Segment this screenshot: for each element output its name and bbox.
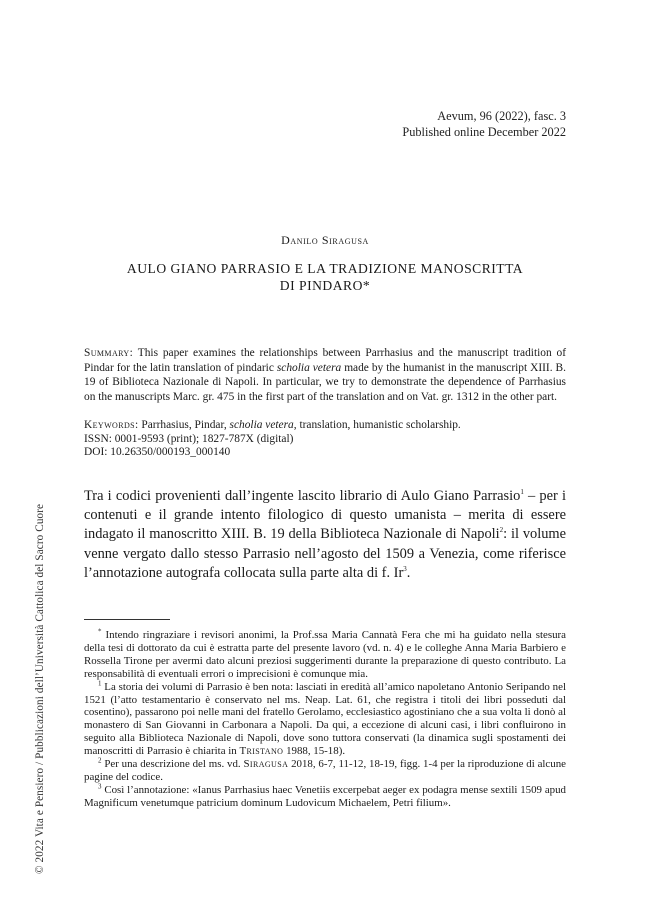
keywords-label: Keywords:	[84, 419, 139, 431]
footnote-ref-1[interactable]: 1	[520, 488, 524, 497]
footnote-ref-3[interactable]: 3	[403, 565, 407, 574]
keywords-text-b: , translation, humanistic scholarship.	[293, 419, 461, 431]
title-line-2: DI PINDARO*	[279, 278, 371, 293]
author-name: Danilo Siragusa	[281, 233, 369, 247]
footnote-divider	[84, 619, 170, 620]
footnote-1-text-a: La storia dei volumi di Parrasio è ben nota: lasciati in eredità all’amico napoletano Antonio Seripando nel 1521 (l’atto testamentario è conservato nel ms. Neap. Lat. 61, che registra i titoli dei libri posseduti dal cosentino), passarono poi nelle mani del fratello Gerolamo, ecclesiastico agostiniano che a sua volta li donò al monastero di San Giovanni in Carbonara a Napoli. Da qui, a eccezione di alcuni casi, i libri confluirono in seguito alla Biblioteca Nazionale di Napoli, dove sono tuttora conservati (la dinamica sugli spostamenti dei manoscritti di Parrasio è chiarita in	[84, 680, 566, 758]
article-title	[80, 260, 570, 294]
abstract-label: Summary:	[84, 347, 134, 359]
footnote-1-text-b: 1988, 15-18).	[283, 745, 346, 758]
footnote-2-author: Siragusa	[243, 758, 289, 771]
copyright-sidebar: © 2022 Vita e Pensiero / Pubblicazioni dell’Università Cattolica del Sacro Cuore	[34, 503, 46, 874]
abstract-text-b: made by the humanist in the manuscript XIII. B. 19 of Biblioteca Nazionale di Napoli. In particular, we try to demonstrate the dependence of Parrhasius on the manuscripts Marc. gr. 475 in the first part of the translation and on Vat. gr. 1312 in the other part.	[84, 361, 566, 403]
keywords-block	[84, 419, 566, 460]
body-text-d: .	[406, 564, 411, 581]
footnote-2-text-a: Per una descrizione del ms. vd.	[101, 758, 244, 771]
footnote-2-text-b: 2018, 6-7, 11-12, 18-19, figg. 1-4 per la riproduzione di alcune pagine del codice.	[84, 758, 566, 783]
journal-header	[402, 108, 566, 140]
body-text-a: Tra i codici provenienti dall’ingente lascito librario di Aulo Giano Parrasio	[84, 488, 521, 504]
keywords-italic: scholia vetera	[229, 419, 294, 431]
footnote-3-text: Così l’annotazione: «Ianus Parrhasius haec Venetiis excerpebat aeger ex podagra mense sextili 1509 apud Magnificum venetumque patricium domìnum Ludovicum Michaelem, Petri filium».	[84, 783, 566, 809]
footnote-1	[84, 681, 566, 758]
title-line-1: AULO GIANO PARRASIO E LA TRADIZIONE MANOSCRITTA	[126, 261, 524, 276]
footnotes	[84, 629, 566, 810]
footnote-ref-2[interactable]: 2	[499, 526, 504, 535]
footnote-star	[84, 629, 566, 681]
body-text-b: – per i contenuti e il grande intento filologico di questo umanista – merita di essere indagato il manoscritto XIII. B. 19 della Biblioteca Nazionale di Napoli	[84, 488, 566, 543]
issn-line: ISSN: 0001-9593 (print); 1827-787X (digital)	[84, 432, 294, 445]
footnote-1-author: Tristano	[239, 745, 284, 758]
footnote-star-text: Intendo ringraziare i revisori anonimi, la Prof.ssa Maria Cannatà Fera che mi ha guidato nella stesura della tesi di dottorato da cui è estratta parte del presente lavoro (vd. n. 4) e le colleghe Anna Maria Barbiero e Rossella Tirone per avermi dato alcuni preziosi suggerimenti durante la preparazione di questo contributo. La responsabilità di eventuali errori o imprecisioni è comunque mia.	[84, 629, 566, 680]
body-text-c: : il volume venne vergato dallo stesso Parrasio nell’agosto del 1509 a Venezia, come riferisce l’annotazione autografa collocata sulla parte alta di f. Ir	[84, 526, 566, 581]
publication-date: Published online December 2022	[402, 125, 566, 139]
journal-citation: Aevum, 96 (2022), fasc. 3	[437, 109, 566, 123]
footnote-star-mark: *	[98, 627, 102, 636]
body-paragraph	[84, 487, 566, 583]
footnote-3	[84, 784, 566, 810]
footnote-3-mark: 3	[98, 782, 102, 791]
doi-link[interactable]: DOI: 10.26350/000193_000140	[84, 446, 231, 459]
footnote-1-mark: 1	[98, 679, 102, 687]
abstract-text-a: This paper examines the relationships between Parrhasius and the manuscript tradition of Pindar for the latin translation of pindaric	[84, 347, 566, 374]
keywords-line	[84, 419, 566, 433]
abstract	[84, 346, 566, 404]
abstract-italic: scholia vetera	[276, 361, 342, 374]
footnote-2	[84, 758, 566, 784]
keywords-text-a: Parrhasius, Pindar,	[138, 419, 230, 431]
footnote-2-mark: 2	[98, 756, 102, 765]
